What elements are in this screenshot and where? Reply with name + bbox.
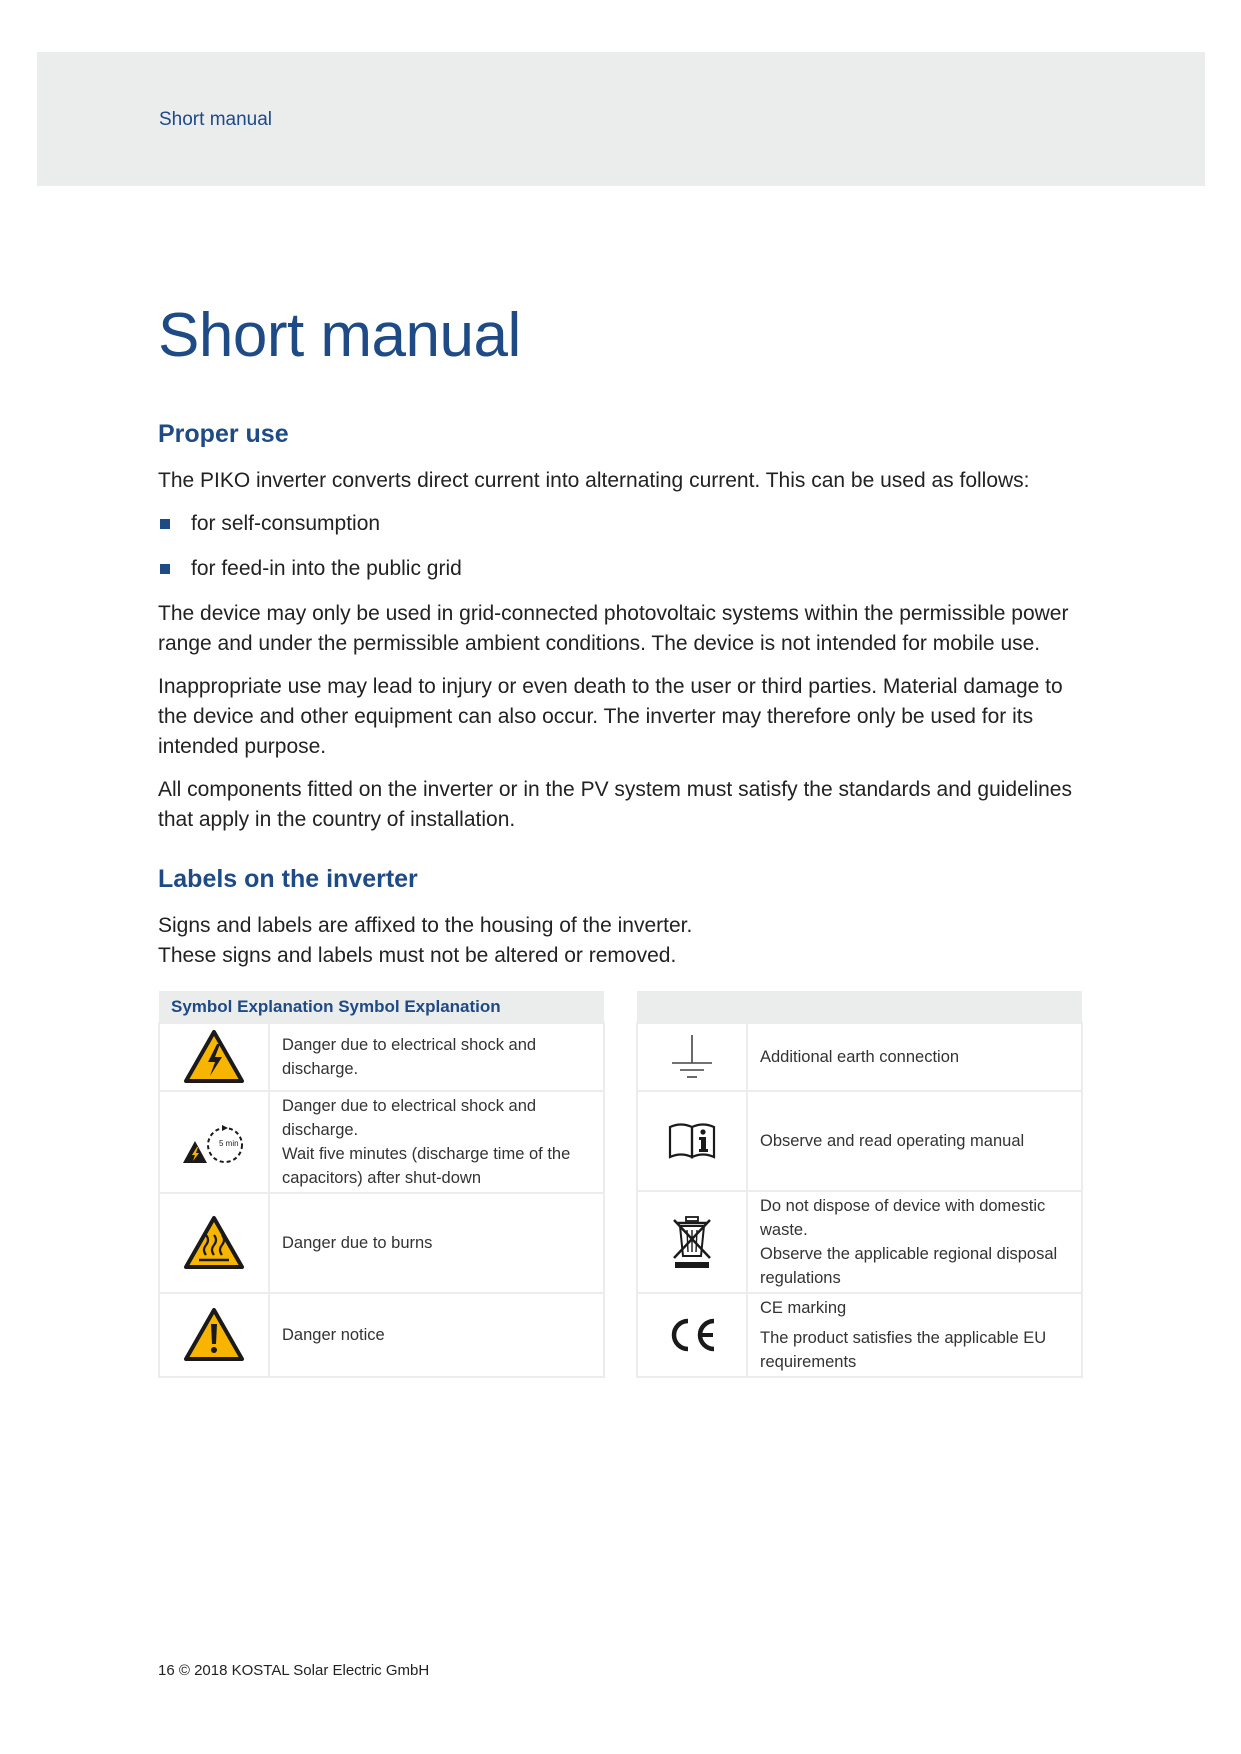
table-row — [159, 1293, 604, 1377]
symbol-description: Danger due to electrical shock and discharge. — [282, 1097, 537, 1139]
table-row — [159, 1193, 604, 1293]
labels-intro-line: These signs and labels must not be altered or removed. — [158, 944, 677, 967]
electric-shock-warning-icon — [183, 1029, 245, 1085]
operating-manual-icon — [667, 1121, 717, 1161]
list-item — [158, 509, 1088, 539]
table-row — [637, 1293, 1082, 1377]
list-item — [158, 554, 1088, 584]
main-content — [158, 418, 1088, 971]
proper-use-heading: Proper use — [158, 420, 289, 448]
symbol-description: Additional earth connection — [760, 1048, 960, 1066]
table-header: Symbol Explanation Symbol Explanation — [159, 991, 604, 1023]
discharge-time-badge: 5 min — [219, 1139, 239, 1148]
proper-use-paragraph: All components fitted on the inverter or in the PV system must satisfy the standards and guidelines that apply in the country of installation. — [158, 778, 1072, 831]
symbol-description: Danger notice — [282, 1326, 385, 1344]
proper-use-paragraph: Inappropriate use may lead to injury or even death to the user or third parties. Material damage to the device and other equipment can also occur. The inverter may therefore only be used for its intended purpose. — [158, 675, 1063, 758]
list-item-text: for self-consumption — [191, 512, 381, 535]
table-header — [637, 991, 1082, 1023]
symbol-table-right — [636, 991, 1083, 1378]
symbol-description: Wait five minutes (discharge time of the capacitors) after shut-down — [282, 1145, 571, 1187]
earth-ground-icon — [668, 1033, 716, 1081]
table-row — [159, 1023, 604, 1091]
table-row — [637, 1091, 1082, 1191]
symbol-description: Observe the applicable regional disposal regulations — [760, 1245, 1058, 1287]
hot-surface-warning-icon — [183, 1215, 245, 1271]
header-label: Short manual — [159, 109, 273, 130]
bullet-square-icon — [160, 564, 170, 574]
table-row — [159, 1091, 604, 1193]
symbol-description: Observe and read operating manual — [760, 1132, 1025, 1150]
symbol-description: The product satisfies the applicable EU requirements — [760, 1329, 1047, 1371]
symbol-table-left — [158, 991, 605, 1378]
proper-use-paragraph: The device may only be used in grid-connected photovoltaic systems within the permissible power range and under the permissible ambient conditions. The device is not intended for mobile use. — [158, 602, 1069, 655]
table-row — [637, 1023, 1082, 1091]
symbol-description: Danger due to electrical shock and discharge. — [282, 1036, 537, 1078]
proper-use-intro: The PIKO inverter converts direct current into alternating current. This can be used as follows: — [158, 469, 1030, 492]
bullet-square-icon — [160, 519, 170, 529]
general-warning-icon — [183, 1307, 245, 1363]
table-row — [637, 1191, 1082, 1293]
usage-list — [158, 509, 1088, 584]
list-item-text: for feed-in into the public grid — [191, 557, 462, 580]
ce-mark-icon — [666, 1316, 718, 1354]
labels-intro-line: Signs and labels are affixed to the housing of the inverter. — [158, 914, 693, 937]
page-footer: 16 © 2018 KOSTAL Solar Electric GmbH — [158, 1662, 430, 1679]
symbol-description: Do not dispose of device with domestic waste. — [760, 1197, 1046, 1239]
symbol-description: CE marking — [760, 1299, 847, 1317]
header-band — [37, 52, 1205, 186]
labels-heading: Labels on the inverter — [158, 865, 418, 893]
page-title: Short manual — [158, 301, 521, 370]
crossed-out-bin-icon — [669, 1214, 715, 1270]
symbol-description: Danger due to burns — [282, 1234, 433, 1252]
